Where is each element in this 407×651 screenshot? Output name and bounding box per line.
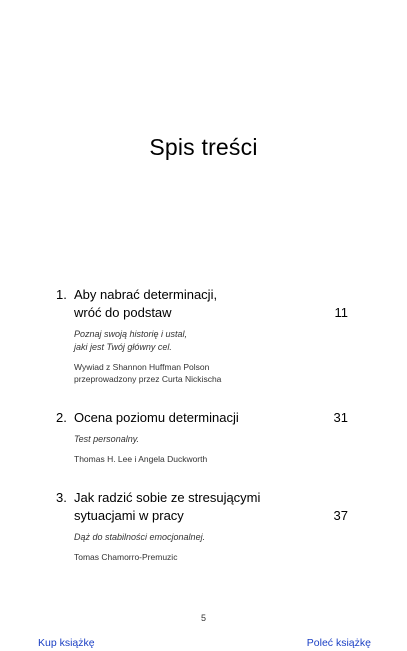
toc-entry-title: Jak radzić sobie ze stresującymi sytuacjami w pracy: [74, 490, 261, 523]
page-number: 5: [200, 613, 206, 623]
toc-entry-number: 3.: [56, 490, 67, 505]
toc-entry-number: 1.: [56, 287, 67, 302]
toc-entry-2: [56, 409, 348, 465]
toc-entry-1: [56, 286, 348, 385]
toc-entry-subtitle: Dąż do stabilności emocjonalnej.: [74, 532, 206, 542]
toc-entry-author: Tomas Chamorro-Premuzic: [74, 552, 178, 562]
toc-entry-author: Thomas H. Lee i Angela Duckworth: [74, 454, 208, 464]
toc-entry-page: 31: [333, 410, 348, 425]
page-title: Spis treści: [149, 134, 258, 160]
toc-entry-3: [56, 489, 348, 563]
toc-entry-page: 37: [333, 508, 348, 523]
toc-entry-subtitle: Poznaj swoją historię i ustal, jaki jest Twój główny cel.: [74, 329, 188, 352]
toc-entry-page: 11: [334, 305, 348, 320]
toc-entry-title: Aby nabrać determinacji, wróć do podstaw: [74, 287, 218, 320]
recommend-book-link[interactable]: Poleć książkę: [306, 637, 371, 649]
toc-entry-subtitle: Test personalny.: [74, 434, 140, 444]
toc-entry-head: [56, 489, 348, 525]
toc-entry-head: [56, 286, 348, 322]
buy-book-link[interactable]: Kup książkę: [38, 637, 95, 649]
toc-entry-head: [56, 409, 348, 427]
toc-entry-number: 2.: [56, 410, 67, 425]
toc-entry-author: Wywiad z Shannon Huffman Polson przeprowadzony przez Curta Nickischa: [74, 362, 222, 384]
toc-entry-title: Ocena poziomu determinacji: [74, 410, 239, 425]
